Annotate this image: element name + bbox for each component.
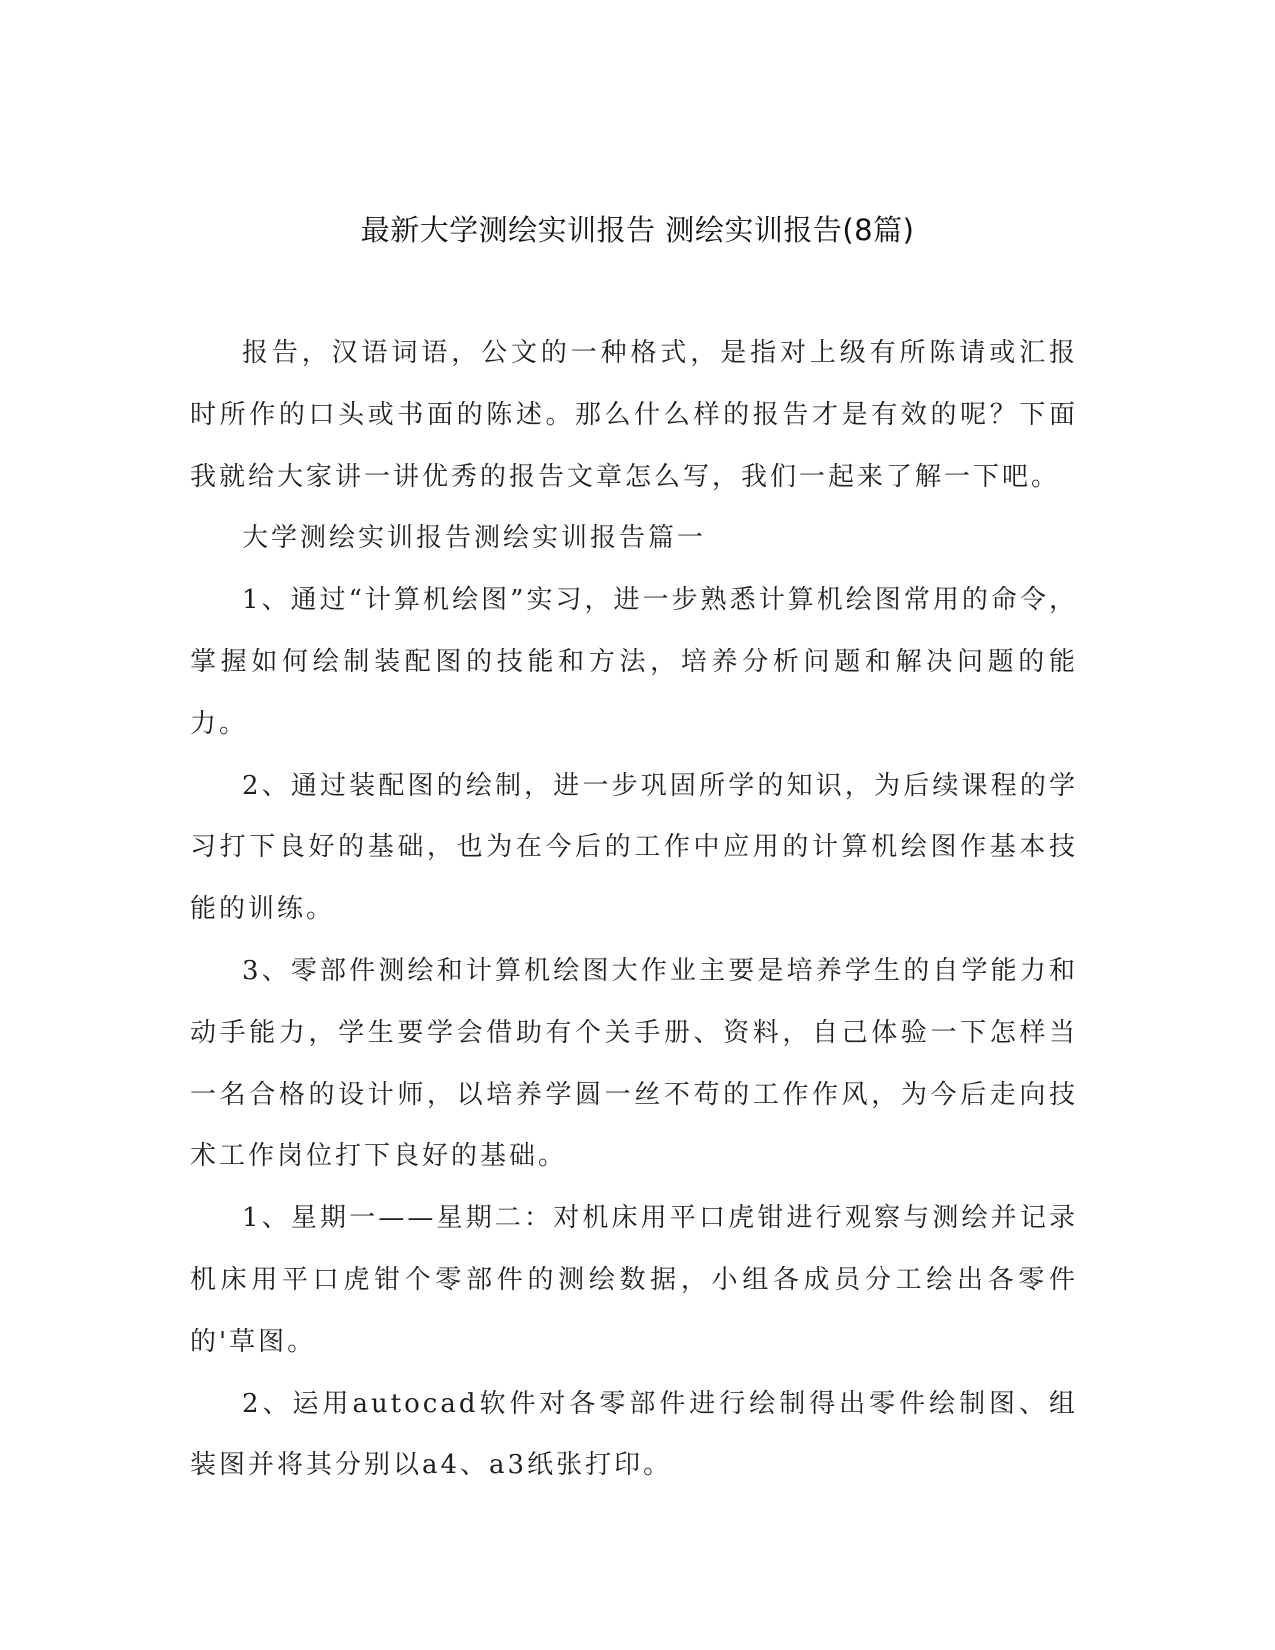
document-body xyxy=(190,323,1078,1497)
paragraph-schedule-2: 2、运用autocad软件对各零部件进行绘制得出零件绘制图、组装图并将其分别以a4、a3纸张打印。 xyxy=(190,1388,1078,1481)
section-heading: 大学测绘实训报告测绘实训报告篇一 xyxy=(242,523,707,554)
paragraph-intro: 报告，汉语词语，公文的一种格式，是指对上级有所陈请或汇报时所作的口头或书面的陈述。那么什么样的报告才是有效的呢？下面我就给大家讲一讲优秀的报告文章怎么写，我们一起来了解一下吧。 xyxy=(190,338,1078,492)
document-title: 最新大学测绘实训报告 测绘实训报告(8篇) xyxy=(360,213,915,247)
paragraph-item-3: 3、零部件测绘和计算机绘图大作业主要是培养学生的自学能力和动手能力，学生要学会借助有个关手册、资料，自己体验一下怎样当一名合格的设计师，以培养学圆一丝不苟的工作作风，为今后走向技术工作岗位打下良好的基础。 xyxy=(190,955,1078,1172)
paragraph-schedule-1: 1、星期一——星期二：对机床用平口虎钳进行观察与测绘并记录机床用平口虎钳个零部件的测绘数据，小组各成员分工绘出各零件的'草图。 xyxy=(190,1203,1078,1357)
paragraph-item-2: 2、通过装配图的绘制，进一步巩固所学的知识，为后续课程的学习打下良好的基础，也为在今后的工作中应用的计算机绘图作基本技能的训练。 xyxy=(190,770,1078,925)
paragraph-item-1: 1、通过“计算机绘图”实习，进一步熟悉计算机绘图常用的命令，掌握如何绘制装配图的技能和方法，培养分析问题和解决问题的能力。 xyxy=(190,585,1078,739)
